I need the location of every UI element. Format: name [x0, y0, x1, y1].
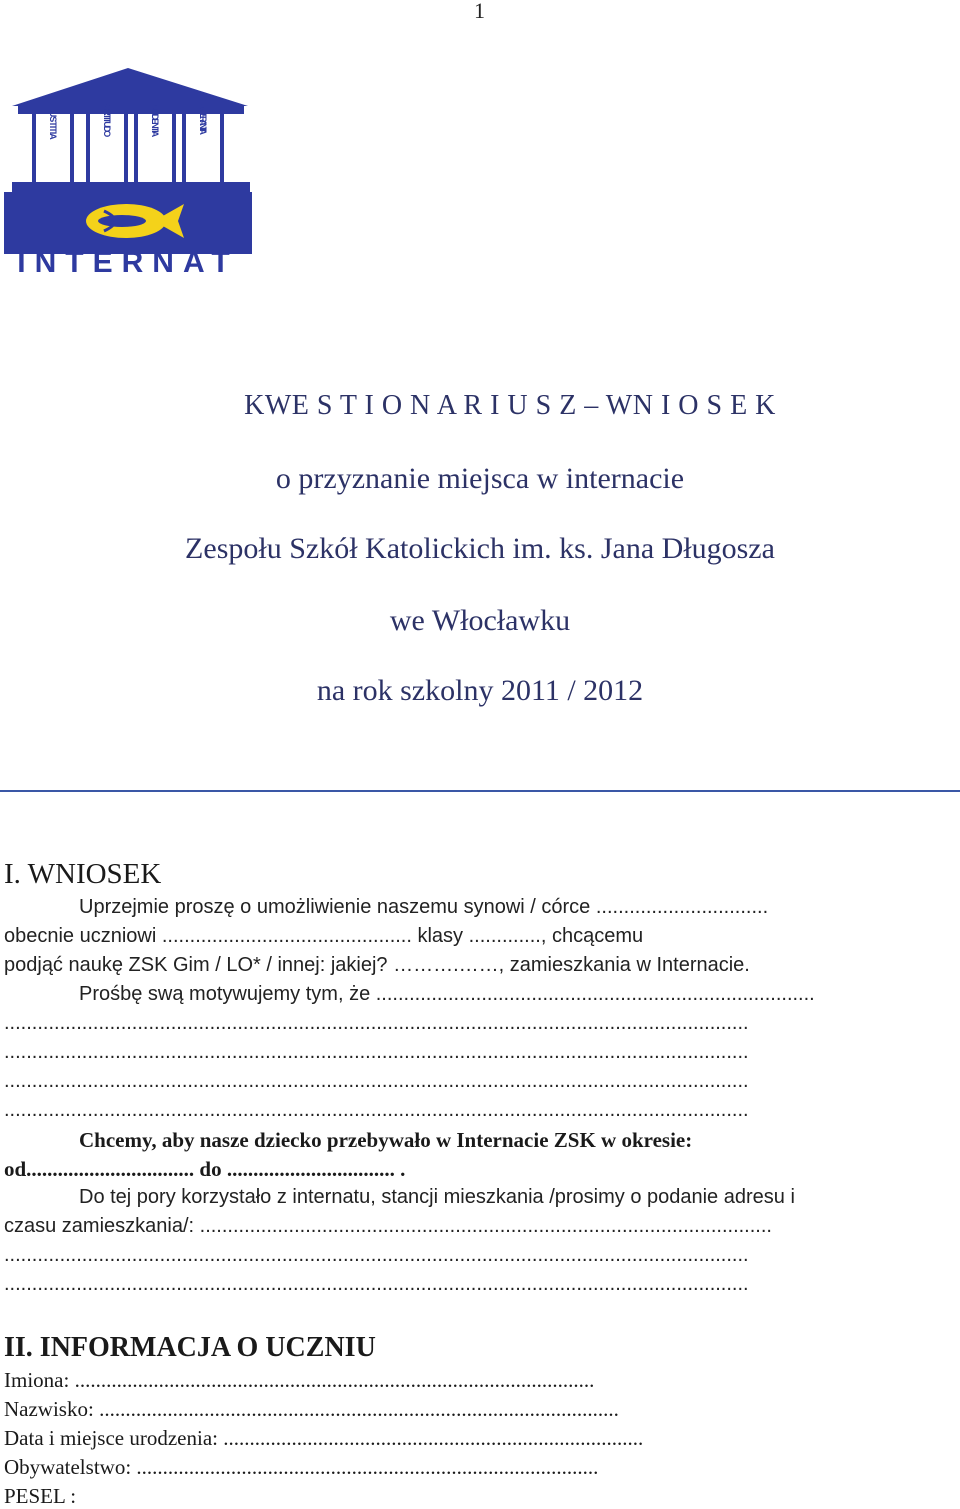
- internat-logo: [4, 66, 252, 280]
- field-first-names: Imiona: ...................................................................................................: [4, 1368, 595, 1392]
- period-question: Chcemy, aby nasze dziecko przebywało w Internacie ZSK w okresie:: [79, 1128, 693, 1152]
- school-name: Zespołu Szkół Katolickich im. ks. Jana Długosza: [185, 532, 775, 565]
- field-birth-date-place: Data i miejsce urodzenia: ................................................................................: [4, 1426, 644, 1450]
- page-number: 1: [474, 0, 485, 23]
- dotted-line: ......................................................................................................................................: [4, 1099, 749, 1121]
- brand-text: INTERNAT: [17, 246, 239, 279]
- column-text-2: FORTITUDO: [102, 100, 112, 136]
- request-line-3: podjąć naukę ZSK Gim / LO* / innej: jakiej? ……….……, zamieszkania w Internacie.: [4, 954, 750, 976]
- school-year: na rok szkolny 2011 / 2012: [316, 674, 644, 707]
- form-title: KWE S T I O N A R I U S Z – WN I O S E K: [244, 390, 776, 421]
- form-subtitle: o przyznanie miejsca w internacie: [275, 462, 685, 495]
- previous-residence-line-2: czasu zamieszkania/: .......................................................................................................: [4, 1215, 772, 1237]
- column-text-1: IUSTITIA: [48, 109, 58, 139]
- previous-residence-line-1: Do tej pory korzystało z internatu, stancji mieszkania /prosimy o podanie adresu i: [79, 1186, 795, 1208]
- dotted-line: ......................................................................................................................................: [4, 1070, 749, 1092]
- dotted-line: ......................................................................................................................................: [4, 1273, 749, 1295]
- section-heading-wniosek: I. WNIOSEK: [4, 858, 162, 890]
- dotted-line: ......................................................................................................................................: [4, 1012, 749, 1034]
- school-city: we Włocławku: [389, 604, 571, 637]
- column-text-4: TEMPERANTIA: [198, 100, 208, 132]
- field-citizenship: Obywatelstwo: ........................................................................................: [4, 1455, 599, 1479]
- dotted-line: ......................................................................................................................................: [4, 1244, 749, 1266]
- field-pesel: PESEL :: [4, 1484, 77, 1508]
- section-heading-student-info: II. INFORMACJA O UCZNIU: [4, 1332, 376, 1363]
- dotted-line: ......................................................................................................................................: [4, 1041, 749, 1063]
- period-dates: od................................ do ................................ .: [4, 1157, 406, 1181]
- divider: [0, 790, 960, 792]
- field-surname: Nazwisko: ...................................................................................................: [4, 1397, 619, 1421]
- request-line-1: Uprzejmie proszę o umożliwienie naszemu synowi / córce ...............................: [79, 896, 769, 918]
- request-line-2: obecnie uczniowi ............................................. klasy ............., chcącemu: [4, 925, 644, 947]
- column-text-3: PRUDENTIA: [150, 100, 160, 136]
- justification-line: Prośbę swą motywujemy tym, że ...............................................................................: [79, 983, 815, 1005]
